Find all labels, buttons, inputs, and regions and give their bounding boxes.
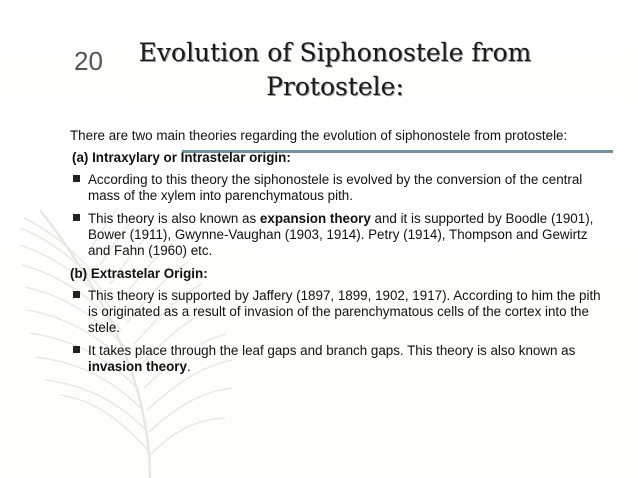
bullet-text-post: .	[186, 359, 191, 374]
bullet-item	[70, 172, 610, 204]
heading-intraxylary: (a) Intraxylary or Intrastelar origin:	[72, 150, 291, 165]
bullet-text-pre: It takes place through the leaf gaps and branch gaps. This theory is also known as	[88, 343, 576, 358]
heading-extrastelar: (b) Extrastelar Origin:	[70, 266, 208, 281]
bullet-text-post: and it is supported by Boodle (1901), Bower (1911), Gwynne-Vaughan (1903, 1914). Petry (1914), Thompson and Gewirtz and Fahn (1960) etc.	[88, 211, 594, 258]
bullet-item	[70, 288, 610, 336]
title-line-1: Evolution of Siphonostele from	[138, 38, 532, 67]
bullet-item	[70, 343, 610, 375]
bullet-text: This theory is supported by Jaffery (1897, 1899, 1902, 1917). According to him the pith is originated as a result of invasion of the parenchymatous cells of the cortex into the stele.	[88, 288, 601, 335]
square-bullet-icon	[73, 346, 80, 353]
intro-paragraph: There are two main theories regarding the evolution of siphonostele from protostele:	[70, 128, 568, 143]
bullet-text	[88, 211, 610, 259]
square-bullet-icon	[73, 214, 80, 221]
slide-number: 20	[74, 46, 103, 76]
square-bullet-icon	[73, 291, 80, 298]
bullet-text-bold: invasion theory	[88, 359, 187, 374]
slide-title	[95, 36, 575, 104]
bullet-text-bold: expansion theory	[259, 211, 371, 226]
bullet-item	[70, 211, 610, 259]
slide-body	[70, 128, 610, 382]
bullet-text	[88, 343, 610, 375]
bullet-text-pre: This theory is also known as	[88, 211, 260, 226]
title-line-2: Protostele:	[266, 72, 404, 101]
square-bullet-icon	[73, 175, 80, 182]
bullet-text: According to this theory the siphonostele is evolved by the conversion of the central mass of the xylem into parenchymatous pith.	[88, 172, 583, 203]
